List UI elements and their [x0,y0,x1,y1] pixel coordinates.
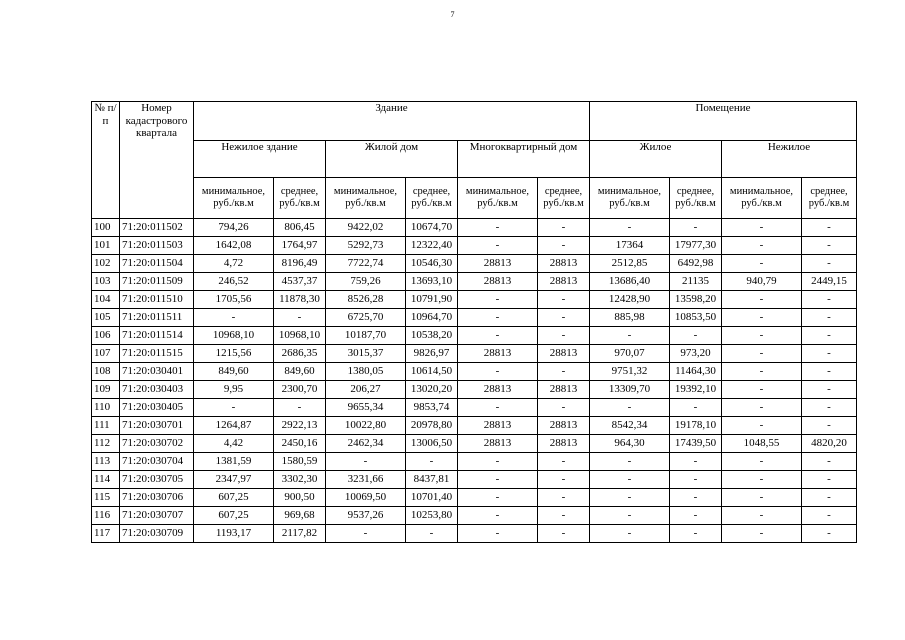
value-cell: 9,95 [194,381,274,399]
header-building: Здание [194,102,590,141]
value-cell: 4820,20 [802,435,857,453]
table-row [92,309,857,327]
value-cell: 1264,87 [194,417,274,435]
value-cell: - [274,309,326,327]
value-cell: 11464,30 [670,363,722,381]
row-number-cell: 117 [92,525,120,543]
value-cell: 1764,97 [274,237,326,255]
value-cell: - [802,417,857,435]
cadastral-number-cell: 71:20:030704 [120,453,194,471]
value-cell: - [722,525,802,543]
value-cell: 28813 [538,255,590,273]
value-cell: - [802,327,857,345]
value-cell: 10614,50 [406,363,458,381]
value-cell: - [458,399,538,417]
value-cell: 13598,20 [670,291,722,309]
value-cell: - [458,309,538,327]
value-cell: - [590,471,670,489]
value-cell: 9826,97 [406,345,458,363]
value-cell: 10069,50 [326,489,406,507]
table-row [92,219,857,237]
header-num: № п/п [92,102,120,219]
row-number-cell: 104 [92,291,120,309]
value-cell: 969,68 [274,507,326,525]
value-cell: - [722,327,802,345]
value-cell: 8437,81 [406,471,458,489]
value-cell: 10538,20 [406,327,458,345]
cadastral-number-cell: 71:20:011509 [120,273,194,291]
header-nonresidential: Нежилое [722,141,857,178]
header-nonres-building: Нежилое здание [194,141,326,178]
value-cell: - [538,507,590,525]
value-cell: 28813 [538,417,590,435]
table-body [92,219,857,543]
value-cell: 2347,97 [194,471,274,489]
value-cell: 4,72 [194,255,274,273]
value-cell: 6492,98 [670,255,722,273]
row-number-cell: 109 [92,381,120,399]
value-cell: - [802,255,857,273]
value-cell: 970,07 [590,345,670,363]
value-cell: 13006,50 [406,435,458,453]
value-cell: - [538,363,590,381]
cadastral-number-cell: 71:20:011502 [120,219,194,237]
value-cell: 849,60 [274,363,326,381]
value-cell: 28813 [458,255,538,273]
table-row [92,417,857,435]
value-cell: 11878,30 [274,291,326,309]
value-cell: 9537,26 [326,507,406,525]
table-row [92,525,857,543]
value-cell: - [458,489,538,507]
value-cell: 28813 [538,381,590,399]
value-cell: 17977,30 [670,237,722,255]
header-min: минимальное, руб./кв.м [194,178,274,219]
row-number-cell: 110 [92,399,120,417]
cadastral-number-cell: 71:20:030701 [120,417,194,435]
header-min: минимальное, руб./кв.м [722,178,802,219]
value-cell: 28813 [458,417,538,435]
value-cell: 900,50 [274,489,326,507]
table-row [92,345,857,363]
value-cell: - [406,453,458,471]
cadastral-number-cell: 71:20:011504 [120,255,194,273]
value-cell: 1215,56 [194,345,274,363]
row-number-cell: 116 [92,507,120,525]
cadastral-number-cell: 71:20:011511 [120,309,194,327]
value-cell: 4,42 [194,435,274,453]
header-residential: Жилое [590,141,722,178]
cadastral-number-cell: 71:20:030702 [120,435,194,453]
header-avg: среднее, руб./кв.м [274,178,326,219]
value-cell: - [802,453,857,471]
value-cell: - [722,507,802,525]
value-cell: - [802,309,857,327]
value-cell: - [538,453,590,471]
value-cell: - [458,471,538,489]
value-cell: 7722,74 [326,255,406,273]
value-cell: - [802,345,857,363]
value-cell: 2462,34 [326,435,406,453]
value-cell: 19178,10 [670,417,722,435]
header-min: минимальное, руб./кв.м [458,178,538,219]
value-cell: 1381,59 [194,453,274,471]
value-cell: 28813 [458,435,538,453]
value-cell: - [326,525,406,543]
value-cell: 9751,32 [590,363,670,381]
table-row [92,255,857,273]
value-cell: - [722,219,802,237]
header-avg: среднее, руб./кв.м [538,178,590,219]
value-cell: 885,98 [590,309,670,327]
table-row [92,435,857,453]
value-cell: - [670,219,722,237]
cadastral-number-cell: 71:20:030709 [120,525,194,543]
value-cell: 5292,73 [326,237,406,255]
value-cell: 246,52 [194,273,274,291]
cadastral-number-cell: 71:20:030705 [120,471,194,489]
value-cell: 2922,13 [274,417,326,435]
value-cell: 2449,15 [802,273,857,291]
table-row [92,507,857,525]
table-row [92,273,857,291]
value-cell: 17364 [590,237,670,255]
value-cell: - [590,327,670,345]
row-number-cell: 108 [92,363,120,381]
row-number-cell: 100 [92,219,120,237]
value-cell: - [590,219,670,237]
value-cell: - [458,507,538,525]
value-cell: 806,45 [274,219,326,237]
cadastral-number-cell: 71:20:030706 [120,489,194,507]
table-row [92,237,857,255]
value-cell: - [722,363,802,381]
value-cell: 9853,74 [406,399,458,417]
cadastral-value-table [91,101,857,543]
table-row [92,327,857,345]
value-cell: 17439,50 [670,435,722,453]
value-cell: - [458,453,538,471]
cadastral-number-cell: 71:20:011503 [120,237,194,255]
value-cell: - [194,309,274,327]
value-cell: - [670,525,722,543]
table-row [92,363,857,381]
value-cell: 2300,70 [274,381,326,399]
value-cell: 10674,70 [406,219,458,237]
row-number-cell: 103 [92,273,120,291]
value-cell: - [670,489,722,507]
value-cell: - [538,327,590,345]
value-cell: 13693,10 [406,273,458,291]
table-row [92,291,857,309]
row-number-cell: 106 [92,327,120,345]
value-cell: 9422,02 [326,219,406,237]
value-cell: 1580,59 [274,453,326,471]
value-cell: - [670,507,722,525]
header-avg: среднее, руб./кв.м [802,178,857,219]
value-cell: 10546,30 [406,255,458,273]
value-cell: - [326,453,406,471]
value-cell: 10187,70 [326,327,406,345]
value-cell: 28813 [538,273,590,291]
value-cell: 28813 [538,435,590,453]
value-cell: - [538,471,590,489]
header-apartment-building: Многоквартирный дом [458,141,590,178]
value-cell: - [670,399,722,417]
value-cell: - [722,399,802,417]
value-cell: - [722,489,802,507]
value-cell: 2117,82 [274,525,326,543]
row-number-cell: 101 [92,237,120,255]
value-cell: - [590,525,670,543]
value-cell: 13309,70 [590,381,670,399]
value-cell: 1705,56 [194,291,274,309]
value-cell: 10253,80 [406,507,458,525]
row-number-cell: 115 [92,489,120,507]
page-number: 7 [450,10,455,19]
value-cell: 2512,85 [590,255,670,273]
value-cell: - [802,237,857,255]
value-cell: 6725,70 [326,309,406,327]
value-cell: - [538,399,590,417]
table-row [92,489,857,507]
cadastral-number-cell: 71:20:030401 [120,363,194,381]
value-cell: - [458,327,538,345]
value-cell: 10853,50 [670,309,722,327]
value-cell: - [670,471,722,489]
value-cell: - [538,291,590,309]
table-row [92,399,857,417]
value-cell: - [802,399,857,417]
value-cell: - [802,381,857,399]
value-cell: - [590,489,670,507]
header-min: минимальное, руб./кв.м [326,178,406,219]
value-cell: 8526,28 [326,291,406,309]
value-cell: 28813 [458,381,538,399]
value-cell: - [722,381,802,399]
table-row [92,381,857,399]
value-cell: 10701,40 [406,489,458,507]
header-cadastral: Номер кадастрового квартала [120,102,194,219]
value-cell: - [538,219,590,237]
row-number-cell: 102 [92,255,120,273]
value-cell: 849,60 [194,363,274,381]
row-number-cell: 105 [92,309,120,327]
value-cell: 10022,80 [326,417,406,435]
value-cell: - [802,363,857,381]
value-cell: 28813 [458,273,538,291]
value-cell: 21135 [670,273,722,291]
value-cell: - [722,255,802,273]
value-cell: - [538,525,590,543]
value-cell: 12322,40 [406,237,458,255]
value-cell: 20978,80 [406,417,458,435]
cadastral-number-cell: 71:20:030403 [120,381,194,399]
table-row [92,471,857,489]
value-cell: 1642,08 [194,237,274,255]
row-number-cell: 111 [92,417,120,435]
value-cell: 4537,37 [274,273,326,291]
value-cell: - [274,399,326,417]
value-cell: 973,20 [670,345,722,363]
value-cell: 794,26 [194,219,274,237]
value-cell: - [458,291,538,309]
value-cell: 8542,34 [590,417,670,435]
row-number-cell: 114 [92,471,120,489]
value-cell: 28813 [458,345,538,363]
value-cell: - [458,525,538,543]
value-cell: - [722,291,802,309]
value-cell: 1048,55 [722,435,802,453]
value-cell: - [722,417,802,435]
value-cell: 206,27 [326,381,406,399]
value-cell: 759,26 [326,273,406,291]
cadastral-number-cell: 71:20:011510 [120,291,194,309]
value-cell: - [458,219,538,237]
value-cell: - [538,309,590,327]
value-cell: - [802,525,857,543]
value-cell: 10968,10 [194,327,274,345]
value-cell: - [670,453,722,471]
header-min: минимальное, руб./кв.м [590,178,670,219]
table-header [92,102,857,219]
value-cell: - [406,525,458,543]
value-cell: 13686,40 [590,273,670,291]
value-cell: 19392,10 [670,381,722,399]
value-cell: - [802,507,857,525]
value-cell: 10964,70 [406,309,458,327]
value-cell: - [590,399,670,417]
value-cell: - [194,399,274,417]
value-cell: 12428,90 [590,291,670,309]
value-cell: 10968,10 [274,327,326,345]
row-number-cell: 107 [92,345,120,363]
value-cell: 607,25 [194,507,274,525]
cadastral-number-cell: 71:20:011515 [120,345,194,363]
value-cell: - [538,489,590,507]
value-cell: - [722,345,802,363]
cadastral-number-cell: 71:20:030405 [120,399,194,417]
value-cell: - [802,291,857,309]
value-cell: - [802,471,857,489]
value-cell: 1380,05 [326,363,406,381]
header-avg: среднее, руб./кв.м [406,178,458,219]
value-cell: 3231,66 [326,471,406,489]
value-cell: - [722,309,802,327]
value-cell: 9655,34 [326,399,406,417]
header-avg: среднее, руб./кв.м [670,178,722,219]
value-cell: 2450,16 [274,435,326,453]
cadastral-number-cell: 71:20:030707 [120,507,194,525]
value-cell: 2686,35 [274,345,326,363]
value-cell: 10791,90 [406,291,458,309]
value-cell: 28813 [538,345,590,363]
value-cell: 13020,20 [406,381,458,399]
value-cell: - [458,363,538,381]
value-cell: - [802,219,857,237]
value-cell: 1193,17 [194,525,274,543]
value-cell: - [538,237,590,255]
header-house: Жилой дом [326,141,458,178]
value-cell: 964,30 [590,435,670,453]
cadastral-number-cell: 71:20:011514 [120,327,194,345]
value-cell: - [722,237,802,255]
value-cell: - [722,471,802,489]
value-cell: 3302,30 [274,471,326,489]
value-cell: - [722,453,802,471]
value-cell: - [590,507,670,525]
value-cell: - [458,237,538,255]
value-cell: - [590,453,670,471]
value-cell: 607,25 [194,489,274,507]
value-cell: 3015,37 [326,345,406,363]
row-number-cell: 113 [92,453,120,471]
table-row [92,453,857,471]
value-cell: - [670,327,722,345]
value-cell: 8196,49 [274,255,326,273]
row-number-cell: 112 [92,435,120,453]
header-premises: Помещение [590,102,857,141]
value-cell: 940,79 [722,273,802,291]
value-cell: - [802,489,857,507]
